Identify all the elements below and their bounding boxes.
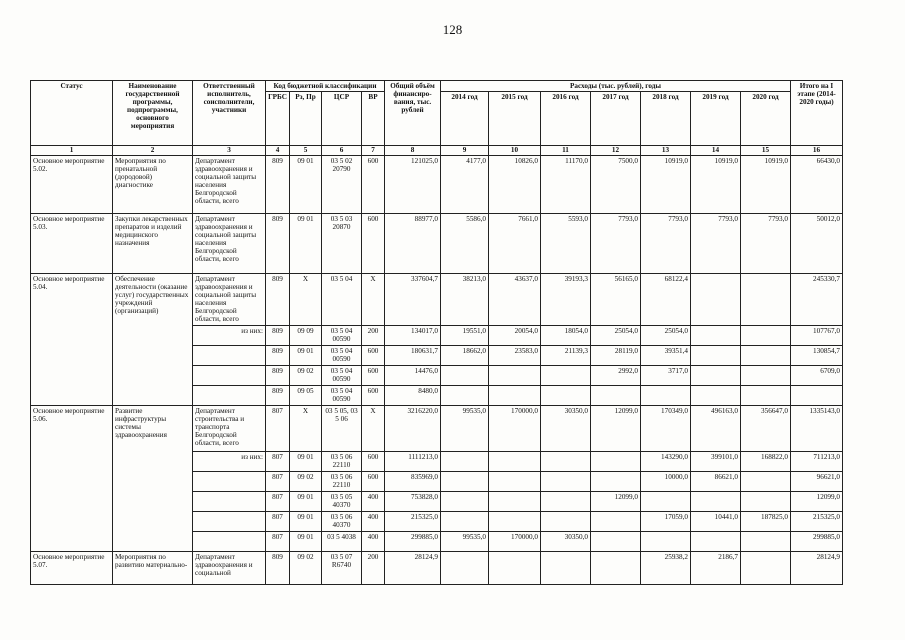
stage-total-cell [791,386,843,406]
year-value-cell: 10441,0 [691,512,741,532]
year-value-cell: 43637,0 [489,274,541,326]
year-value-cell: 11170,0 [541,156,591,214]
year-value-cell [541,472,591,492]
rz-pr-cell: 09 01 [290,532,322,552]
total-cell: 134017,0 [385,326,441,346]
header-year: 2019 год [691,92,741,146]
vr-cell: 600 [362,386,385,406]
year-value-cell: 99535,0 [441,532,489,552]
year-value-cell [541,366,591,386]
year-value-cell [591,532,641,552]
year-value-cell: 86621,0 [691,472,741,492]
year-value-cell [591,386,641,406]
csr-cell: 03 5 4038 [322,532,362,552]
status-cell: Основное мероприятие 5.02. [31,156,113,214]
year-value-cell: 10919,0 [741,156,791,214]
year-value-cell [741,326,791,346]
year-value-cell [441,512,489,532]
year-value-cell: 19551,0 [441,326,489,346]
year-value-cell: 12099,0 [591,406,641,452]
year-value-cell: 7793,0 [641,214,691,274]
grbs-cell: 809 [266,346,290,366]
status-cell: Основное мероприятие 5.03. [31,214,113,274]
column-number: 3 [193,146,266,156]
header-year: 2016 год [541,92,591,146]
name-cell: Закупки лекарственных препаратов и изделий медицинского назначения [113,214,193,274]
year-value-cell [741,552,791,585]
responsible-cell [193,472,266,492]
responsible-cell: Департамент здравоохранения и социальной защиты населения Белгородской области, всего [193,156,266,214]
year-value-cell: 39193,3 [541,274,591,326]
year-value-cell: 187825,0 [741,512,791,532]
rz-pr-cell: 09 09 [290,326,322,346]
year-value-cell [691,532,741,552]
csr-cell: 03 5 06 40370 [322,512,362,532]
csr-cell: 03 5 06 22110 [322,452,362,472]
grbs-cell: 807 [266,492,290,512]
year-value-cell [691,274,741,326]
name-cell: Мероприятия по пренатальной (дородовой) диагностике [113,156,193,214]
stage-total-cell: 711213,0 [791,452,843,472]
year-value-cell [691,386,741,406]
vr-cell: 600 [362,472,385,492]
vr-cell: 600 [362,214,385,274]
vr-cell: 200 [362,552,385,585]
header-rz-pr: Рз, Пр [290,92,322,146]
year-value-cell: 10826,0 [489,156,541,214]
total-cell: 8480,0 [385,386,441,406]
year-value-cell [489,452,541,472]
year-value-cell: 7500,0 [591,156,641,214]
total-cell: 215325,0 [385,512,441,532]
vr-cell: 600 [362,366,385,386]
vr-cell: 400 [362,492,385,512]
rz-pr-cell: 09 02 [290,366,322,386]
header-stage-total: Итого на I этапе (2014-2020 годы) [791,81,843,146]
stage-total-cell: 66430,0 [791,156,843,214]
column-number: 4 [266,146,290,156]
year-value-cell [741,346,791,366]
table-row [31,214,843,274]
year-value-cell [591,452,641,472]
column-number: 7 [362,146,385,156]
rz-pr-cell: 09 01 [290,492,322,512]
responsible-cell [193,512,266,532]
rz-pr-cell: 09 01 [290,346,322,366]
year-value-cell: 21139,3 [541,346,591,366]
total-cell: 28124,9 [385,552,441,585]
year-value-cell: 5586,0 [441,214,489,274]
rz-pr-cell: 09 01 [290,214,322,274]
year-value-cell: 18054,0 [541,326,591,346]
year-value-cell: 25054,0 [591,326,641,346]
page-number: 128 [442,22,463,37]
csr-cell: 03 5 04 00590 [322,326,362,346]
year-value-cell: 28119,0 [591,346,641,366]
responsible-cell [193,492,266,512]
year-value-cell [541,386,591,406]
year-value-cell: 170000,0 [489,532,541,552]
column-number: 10 [489,146,541,156]
header-year: 2014 год [441,92,489,146]
responsible-cell [193,532,266,552]
stage-total-cell: 96621,0 [791,472,843,492]
year-value-cell [741,492,791,512]
year-value-cell [641,386,691,406]
header-budget-code: Код бюджетной классификации [266,81,385,92]
total-cell: 88977,0 [385,214,441,274]
total-cell: 337604,7 [385,274,441,326]
status-cell: Основное мероприятие 5.07. [31,552,113,585]
year-value-cell [641,532,691,552]
year-value-cell: 3717,0 [641,366,691,386]
grbs-cell: 809 [266,156,290,214]
csr-cell: 03 5 04 [322,274,362,326]
year-value-cell: 23583,0 [489,346,541,366]
csr-cell: 03 5 02 20790 [322,156,362,214]
grbs-cell: 809 [266,366,290,386]
year-value-cell: 4177,0 [441,156,489,214]
year-value-cell [741,386,791,406]
year-value-cell: 30350,0 [541,406,591,452]
year-value-cell [591,512,641,532]
year-value-cell [441,452,489,472]
stage-total-cell: 299885,0 [791,532,843,552]
year-value-cell [591,472,641,492]
year-value-cell: 99535,0 [441,406,489,452]
year-value-cell [441,472,489,492]
header-year: 2017 год [591,92,641,146]
total-cell: 121025,0 [385,156,441,214]
total-cell: 299885,0 [385,532,441,552]
year-value-cell: 39351,4 [641,346,691,366]
stage-total-cell: 245330,7 [791,274,843,326]
stage-total-cell: 28124,9 [791,552,843,585]
year-value-cell: 7793,0 [591,214,641,274]
header-vr: ВР [362,92,385,146]
column-number: 5 [290,146,322,156]
csr-cell: 03 5 05, 03 5 06 [322,406,362,452]
column-number: 16 [791,146,843,156]
year-value-cell [441,366,489,386]
year-value-cell: 20054,0 [489,326,541,346]
responsible-cell: Департамент строительства и транспорта Белгородской области, всего [193,406,266,452]
header-year: 2015 год [489,92,541,146]
table-row [31,552,843,585]
column-number: 2 [113,146,193,156]
rz-pr-cell: 09 01 [290,512,322,532]
year-value-cell: 18662,0 [441,346,489,366]
vr-cell: Х [362,274,385,326]
stage-total-cell: 12099,0 [791,492,843,512]
total-cell: 180631,7 [385,346,441,366]
year-value-cell: 2992,0 [591,366,641,386]
csr-cell: 03 5 04 00590 [322,386,362,406]
year-value-cell [489,492,541,512]
column-number: 8 [385,146,441,156]
year-value-cell: 399101,0 [691,452,741,472]
year-value-cell [691,346,741,366]
vr-cell: 600 [362,346,385,366]
grbs-cell: 809 [266,214,290,274]
year-value-cell [691,492,741,512]
table-row [31,156,843,214]
grbs-cell: 809 [266,326,290,346]
vr-cell: 600 [362,156,385,214]
vr-cell: Х [362,406,385,452]
year-value-cell [741,274,791,326]
stage-total-cell: 6709,0 [791,366,843,386]
grbs-cell: 807 [266,452,290,472]
year-value-cell: 2186,7 [691,552,741,585]
column-number: 14 [691,146,741,156]
year-value-cell: 10919,0 [641,156,691,214]
year-value-cell: 143290,0 [641,452,691,472]
year-value-cell: 56165,0 [591,274,641,326]
column-number: 6 [322,146,362,156]
year-value-cell [489,386,541,406]
rz-pr-cell: 09 02 [290,552,322,585]
vr-cell: 600 [362,452,385,472]
vr-cell: 200 [362,326,385,346]
year-value-cell [489,552,541,585]
year-value-cell [489,512,541,532]
year-value-cell: 168822,0 [741,452,791,472]
year-value-cell [541,492,591,512]
year-value-cell: 170349,0 [641,406,691,452]
rz-pr-cell: 09 05 [290,386,322,406]
csr-cell: 03 5 04 00590 [322,366,362,386]
budget-table [30,80,843,585]
year-value-cell: 496163,0 [691,406,741,452]
year-value-cell: 10000,0 [641,472,691,492]
header-expenses: Расходы (тыс. рублей), годы [441,81,791,92]
responsible-cell: из них: [193,452,266,472]
year-value-cell [641,492,691,512]
year-value-cell: 25938,2 [641,552,691,585]
year-value-cell [489,472,541,492]
header-year: 2018 год [641,92,691,146]
responsible-cell [193,366,266,386]
total-cell: 3216220,0 [385,406,441,452]
stage-total-cell: 107767,0 [791,326,843,346]
status-cell: Основное мероприятие 5.06. [31,406,113,552]
responsible-cell [193,386,266,406]
year-value-cell [591,552,641,585]
year-value-cell: 7793,0 [691,214,741,274]
csr-cell: 03 5 06 22110 [322,472,362,492]
year-value-cell [441,552,489,585]
stage-total-cell: 130854,7 [791,346,843,366]
rz-pr-cell: 09 01 [290,452,322,472]
table-row [31,274,843,326]
header-grbs: ГРБС [266,92,290,146]
column-number: 15 [741,146,791,156]
year-value-cell [541,452,591,472]
year-value-cell [441,492,489,512]
responsible-cell: из них: [193,326,266,346]
year-value-cell: 38213,0 [441,274,489,326]
header-total-volume: Общий объём финансиро-вания, тыс. рублей [385,81,441,146]
column-number: 12 [591,146,641,156]
stage-total-cell: 1335143,0 [791,406,843,452]
csr-cell: 03 5 07 R6740 [322,552,362,585]
csr-cell: 03 5 05 40370 [322,492,362,512]
csr-cell: 03 5 04 00590 [322,346,362,366]
grbs-cell: 807 [266,472,290,492]
year-value-cell: 7661,0 [489,214,541,274]
grbs-cell: 807 [266,406,290,452]
year-value-cell [741,366,791,386]
year-value-cell: 10919,0 [691,156,741,214]
responsible-cell [193,346,266,366]
total-cell: 14476,0 [385,366,441,386]
stage-total-cell: 50012,0 [791,214,843,274]
rz-pr-cell: 09 02 [290,472,322,492]
header-status: Статус [31,81,113,146]
status-cell: Основное мероприятие 5.04. [31,274,113,406]
year-value-cell: 12099,0 [591,492,641,512]
responsible-cell: Департамент здравоохранения и социальной защиты населения Белгородской области, всего [193,274,266,326]
grbs-cell: 809 [266,552,290,585]
header-responsible: Ответственный исполнитель, соисполнители, участники [193,81,266,146]
vr-cell: 400 [362,512,385,532]
year-value-cell: 7793,0 [741,214,791,274]
year-value-cell: 30350,0 [541,532,591,552]
year-value-cell: 25054,0 [641,326,691,346]
year-value-cell: 356647,0 [741,406,791,452]
year-value-cell [741,532,791,552]
rz-pr-cell: Х [290,406,322,452]
year-value-cell [741,472,791,492]
header-year: 2020 год [741,92,791,146]
column-number: 11 [541,146,591,156]
year-value-cell: 5593,0 [541,214,591,274]
grbs-cell: 807 [266,512,290,532]
year-value-cell: 17059,0 [641,512,691,532]
total-cell: 835969,0 [385,472,441,492]
year-value-cell: 170000,0 [489,406,541,452]
column-number: 13 [641,146,691,156]
responsible-cell: Департамент здравоохранения и социальной [193,552,266,585]
rz-pr-cell: Х [290,274,322,326]
stage-total-cell: 215325,0 [791,512,843,532]
header-csr: ЦСР [322,92,362,146]
grbs-cell: 809 [266,386,290,406]
year-value-cell [489,366,541,386]
name-cell: Обеспечение деятельности (оказание услуг) государственных учреждений (организаций) [113,274,193,406]
responsible-cell: Департамент здравоохранения и социальной защиты населения Белгородской области, всего [193,214,266,274]
year-value-cell [441,386,489,406]
table-row [31,406,843,452]
year-value-cell [541,552,591,585]
grbs-cell: 809 [266,274,290,326]
total-cell: 753828,0 [385,492,441,512]
name-cell: Развитие инфраструктуры системы здравоохранения [113,406,193,552]
vr-cell: 400 [362,532,385,552]
rz-pr-cell: 09 01 [290,156,322,214]
year-value-cell [541,512,591,532]
header-name: Наименование государственной программы, подпрограммы, основного мероприятия [113,81,193,146]
column-number: 9 [441,146,489,156]
csr-cell: 03 5 03 20870 [322,214,362,274]
column-number: 1 [31,146,113,156]
year-value-cell [691,326,741,346]
total-cell: 1111213,0 [385,452,441,472]
grbs-cell: 807 [266,532,290,552]
year-value-cell [691,366,741,386]
year-value-cell: 68122,4 [641,274,691,326]
name-cell: Мероприятия по развитию материально- [113,552,193,585]
column-number-row [31,146,843,156]
